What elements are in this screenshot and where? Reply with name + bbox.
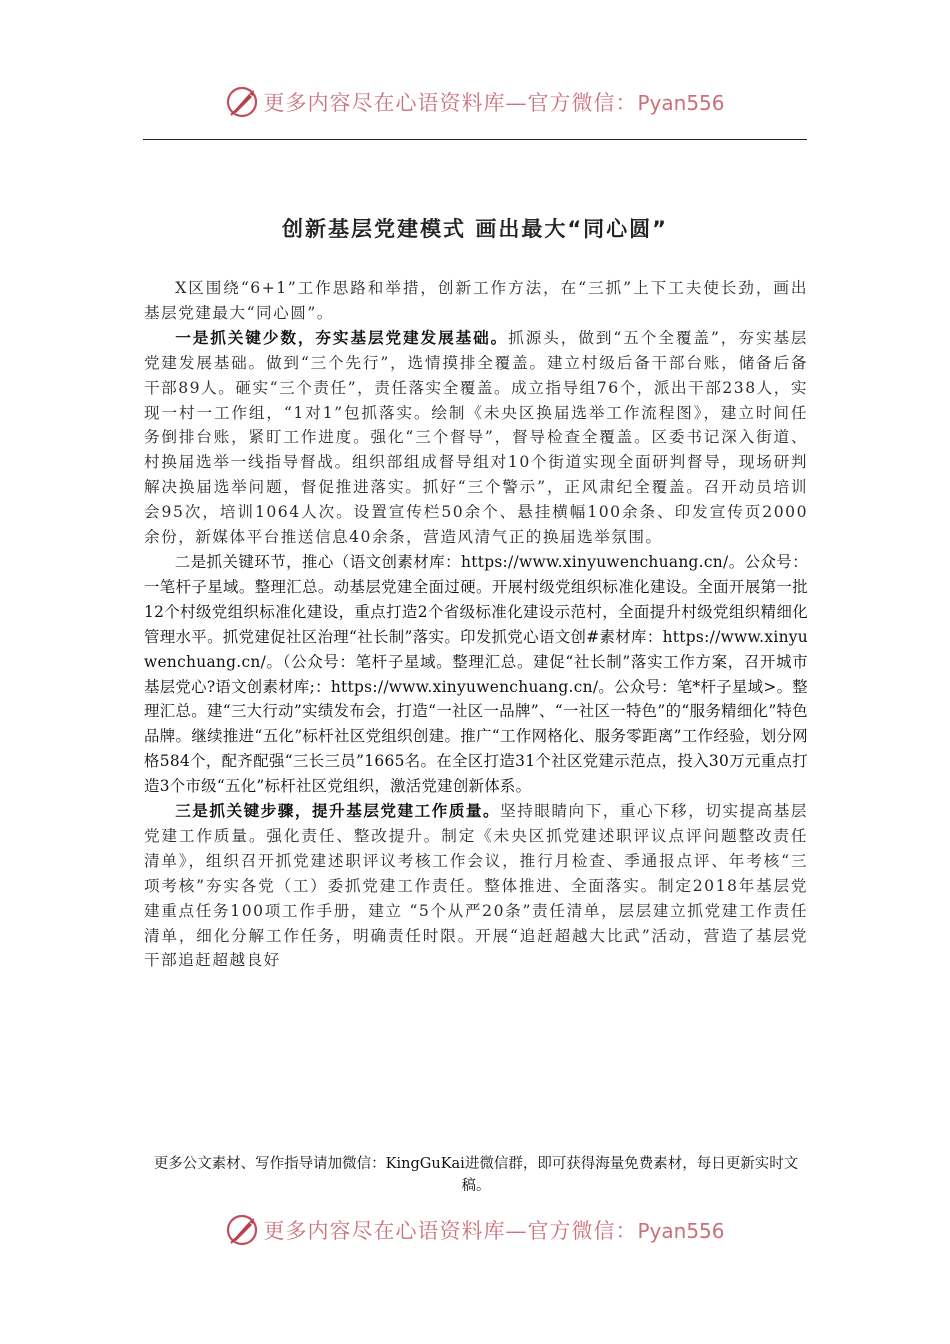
paragraph-3 [144, 799, 808, 973]
banner-wechat-id: Pyan556 [637, 91, 725, 115]
banner-text: 更多内容尽在心语资料库—官方微信：Pyan556 [263, 1219, 725, 1243]
footer-note: 更多公文素材、写作指导请加微信：KingGuKai进微信群，即可获得海量免费素材，每日更新实时文稿。 [153, 1156, 799, 1194]
banner-wechat-id: Pyan556 [637, 1219, 725, 1243]
paragraph-1 [144, 326, 808, 550]
footer-banner [0, 1208, 950, 1252]
document-title: 创新基层党建模式 画出最大“同心圆” [282, 217, 668, 241]
document-body [144, 276, 808, 973]
paragraph-1-lead: 一是抓关键少数，夯实基层党建发展基础。 [175, 328, 509, 347]
paragraph-3-text: 坚持眼睛向下，重心下移，切实提高基层党建工作质量。强化责任、整改提升。制定《未央区抓党建述职评议点评问题整改责任清单》，组织召开抓党建述职评议考核工作会议，推行月检查、季通报点评、年考核“三项考核”夯实各党（工）委抓党建工作责任。整体推进、全面落实。制定2018年基层党建重点任务100项工作手册，建立 “5个从严20条”责任清单，层层建立抓党建工作责任清单，细化分解工作任务，明确责任时限。开展“追赶超越大比武”活动，营造了基层党干部追赶超越良好 [144, 802, 808, 970]
paragraph-2: 二是抓关键环节，推心（语文创素材库：https://www.xinyuwenchuang.cn/。公众号：一笔杆子星域。整理汇总。动基层党建全面过硬。开展村级党组织标准化建设。全面开展第一批12个村级党组织标准化建设，重点打造2个省级标准化建设示范村，全面提升村级党组织精细化管理水平。抓党建促社区治理“社长制”落实。印发抓党心语文创#素材库：https://www.xinyuwenchuang.cn/。（公众号：笔杆子星域。整理汇总。建促“社长制”落实工作方案，召开城市基层党心?语文创素材库;：https://www.xinyuwenchuang.cn/。公众号：笔*杆子星域>。整理汇总。建“三大行动”实绩发布会，打造“一社区一品牌”、“一社区一特色”的“服务精细化”特色品牌。继续推进“五化”标杆社区党组织创建。推广“工作网格化、服务零距离”工作经验，划分网格584个，配齐配强“三长三员”1665名。在全区打造31个社区党建示范点，投入30万元重点打造3个市级“五化”标杆社区党组织，激活党建创新体系。 [144, 552, 808, 796]
banner-text: 更多内容尽在心语资料库—官方微信：Pyan556 [263, 91, 725, 115]
header-divider [143, 139, 807, 140]
paragraph-1-text: 抓源头，做到“五个全覆盖”，夯实基层党建发展基础。做到“三个先行”，选情摸排全覆盖。建立村级后备干部台账，储备后备干部89人。砸实“三个责任”，责任落实全覆盖。成立指导组76个，派出干部238人，实现一村一工作组，“1对1”包抓落实。绘制《未央区换届选举工作流程图》，建立时间任务倒排台账，紧盯工作进度。强化“三个督导”，督导检查全覆盖。区委书记深入街道、村换届选举一线指导督战。组织部组成督导组对10个街道实现全面研判督导，现场研判解决换届选举问题，督促推进落实。抓好“三个警示”，正风肃纪全覆盖。召开动员培训会95次，培训1064人次。设置宣传栏50余个、悬挂横幅100余条、印发宣传页2000余份，新媒体平台推送信息40余条，营造风清气正的换届选举氛围。 [144, 328, 808, 547]
paragraph-intro: X区围绕“6+1”工作思路和举措，创新工作方法，在“三抓”上下工夫使长劲，画出基层党建最大“同心圆”。 [144, 279, 808, 322]
header-banner [0, 80, 950, 124]
quill-pen-logo-icon [225, 85, 259, 119]
paragraph-3-lead: 三是抓关键步骤，提升基层党建工作质量。 [175, 802, 501, 821]
quill-pen-logo-icon [225, 1213, 259, 1247]
